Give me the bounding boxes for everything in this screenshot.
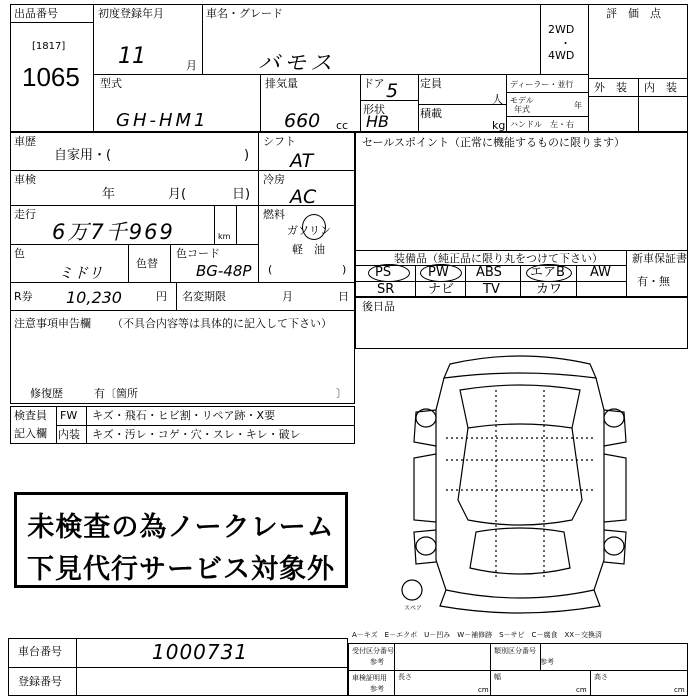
class-label: 類別区分番号 [494,647,536,655]
equip-ps: PS [375,265,392,280]
month-unit: 月 [186,59,197,72]
recycle-unit: 円 [156,290,167,303]
load-label: 積載 [420,107,442,120]
equip-tv: TV [483,282,500,297]
notes-hint: （不具合内容等は具体的に記入して下さい） [112,317,332,330]
fuel-label: 燃料 [263,208,285,221]
handle-label: ハンドル 左・右 [510,120,574,129]
load-unit: kg [492,119,506,132]
displacement-value: 660 [284,110,321,132]
fuel-gas: ガソリン [287,224,331,237]
inspection-year: 年 [102,187,116,202]
color-code-value: BG-48P [196,262,252,280]
repair-label: 修復歴 [30,387,63,400]
cert-sub: 参考 [370,685,384,693]
color-code-label: 色コード [176,247,220,260]
width-label: 幅 [494,673,501,681]
shape-value: HB [366,112,390,131]
inspection-day: 日) [232,187,251,202]
height-label: 高さ [594,673,608,681]
shift-value: AT [290,150,314,172]
after-sale-frame [355,297,688,349]
doors-label: ドア [363,77,385,90]
capacity-unit: 人 [492,93,503,106]
model-year-sub: 年式 [514,105,530,114]
recycle-value: 10,230 [66,288,122,307]
shift-label: シフト [263,135,296,148]
chassis-value: 1000731 [152,640,249,664]
history-value: 自家用・( [54,148,112,163]
shape-label: 形状 [363,103,385,116]
damage-legend: A－キズ E－エクボ U－凹み W－補修跡 S－サビ C－腐食 XX－交換済 [352,631,603,639]
sales-point-label: セールスポイント（正常に機能するものに限ります） [362,136,626,149]
header-frame [10,4,688,132]
name-change-label: 名変期限 [182,290,226,303]
first-reg-year: 11 [118,44,146,69]
displacement-label: 排気量 [265,77,298,90]
drive-sep: ・ [560,37,571,50]
equip-sr: SR [377,282,395,297]
notes-label: 注意事項申告欄 [14,317,91,330]
warranty-label: 新車保証書 [632,252,687,265]
mileage-unit: km [218,232,231,241]
inspection-month: 月( [168,187,187,202]
mileage-label: 走行 [14,208,36,221]
model-value: GH-HM1 [116,110,209,131]
mileage-value: 6万7千969 [52,220,175,244]
recycle-label: R券 [14,290,33,303]
fw-label: FW [60,409,78,422]
interior-label: 内 装 [644,81,677,94]
length-label: 長さ [398,673,412,681]
car-name-value: バモス [258,51,337,76]
inspector-label-2: 記入欄 [14,427,47,440]
color-value: ミドリ [58,264,104,282]
equip-pw-circle [420,264,462,282]
repair-value: 有〔箇所 [94,387,138,400]
name-change-month: 月 [282,290,293,303]
recv-label: 受付区分番号 [352,647,394,655]
name-change-day: 日 [338,290,349,303]
spare-label: スペア [404,605,423,612]
class-sub: 参考 [540,658,554,666]
fuel-paren-close: ) [342,263,347,276]
length-unit: cm [478,686,489,694]
equip-ps-circle [368,264,410,282]
lot-label: 出品番号 [14,7,58,20]
year-unit: 年 [574,101,582,110]
equip-airbag: エアB [530,265,565,280]
inspection-label: 車検 [14,173,36,186]
model-label: 型式 [100,77,122,90]
width-unit: cm [576,686,587,694]
equip-airbag-circle [526,264,572,282]
equipment-label: 装備品（純正品に限り丸をつけて下さい） [394,252,603,265]
reg-label: 登録番号 [18,675,62,688]
height-unit: cm [674,686,685,694]
equip-navi: ナビ [428,282,455,297]
repair-close: 〕 [336,387,347,400]
doors-value: 5 [386,80,399,102]
history-close: ) [244,148,250,163]
equip-pw: PW [428,265,449,280]
color-label: 色 [14,247,25,260]
interior-inspect-label: 内装 [58,428,80,441]
fuel-paren-open: ( [268,263,273,276]
exterior-label: 外 装 [594,81,627,94]
ac-label: 冷房 [263,173,285,186]
model-year-label: モデル [510,96,534,105]
fuel-gas-circle [302,214,326,240]
lot-number: 1065 [22,62,80,92]
stamp-line-1: 未検査の為ノークレーム [27,512,335,543]
lot-code: [1817] [32,41,66,52]
first-reg-label: 初度登録年月 [98,7,164,20]
fuel-light-oil: 軽 油 [292,243,325,256]
after-sale-label: 後日品 [362,300,395,313]
car-condition-diagram [400,350,640,620]
equip-abs: ABS [476,265,502,280]
grade-label: 評 価 点 [606,7,661,20]
stamp-line-2: 下見代行サービス対象外 [27,554,335,585]
fw-text: キズ・飛石・ヒビ割・リペア跡・X要 [92,409,276,422]
color-change-label: 色替 [136,257,158,270]
inspector-label-1: 検査員 [14,409,47,422]
drive-4wd: 4WD [548,49,575,62]
history-label: 車歴 [14,135,36,148]
dealer-label: ディーラー・並行 [510,80,574,89]
recv-sub: 参考 [370,658,384,666]
interior-inspect-text: キズ・汚レ・コゲ・穴・スレ・キレ・破レ [92,428,301,441]
ac-value: AC [290,186,317,208]
cert-label: 車検証明用 [352,674,387,682]
displacement-unit: cc [336,119,349,132]
chassis-label: 車台番号 [18,645,62,658]
no-claim-stamp [14,492,348,588]
capacity-label: 定員 [420,77,442,90]
warranty-value: 有・無 [637,275,670,288]
car-name-label: 車名・グレード [206,7,283,20]
equip-leather: カワ [536,282,563,297]
drive-2wd: 2WD [548,23,575,36]
equip-aw: AW [590,265,612,280]
